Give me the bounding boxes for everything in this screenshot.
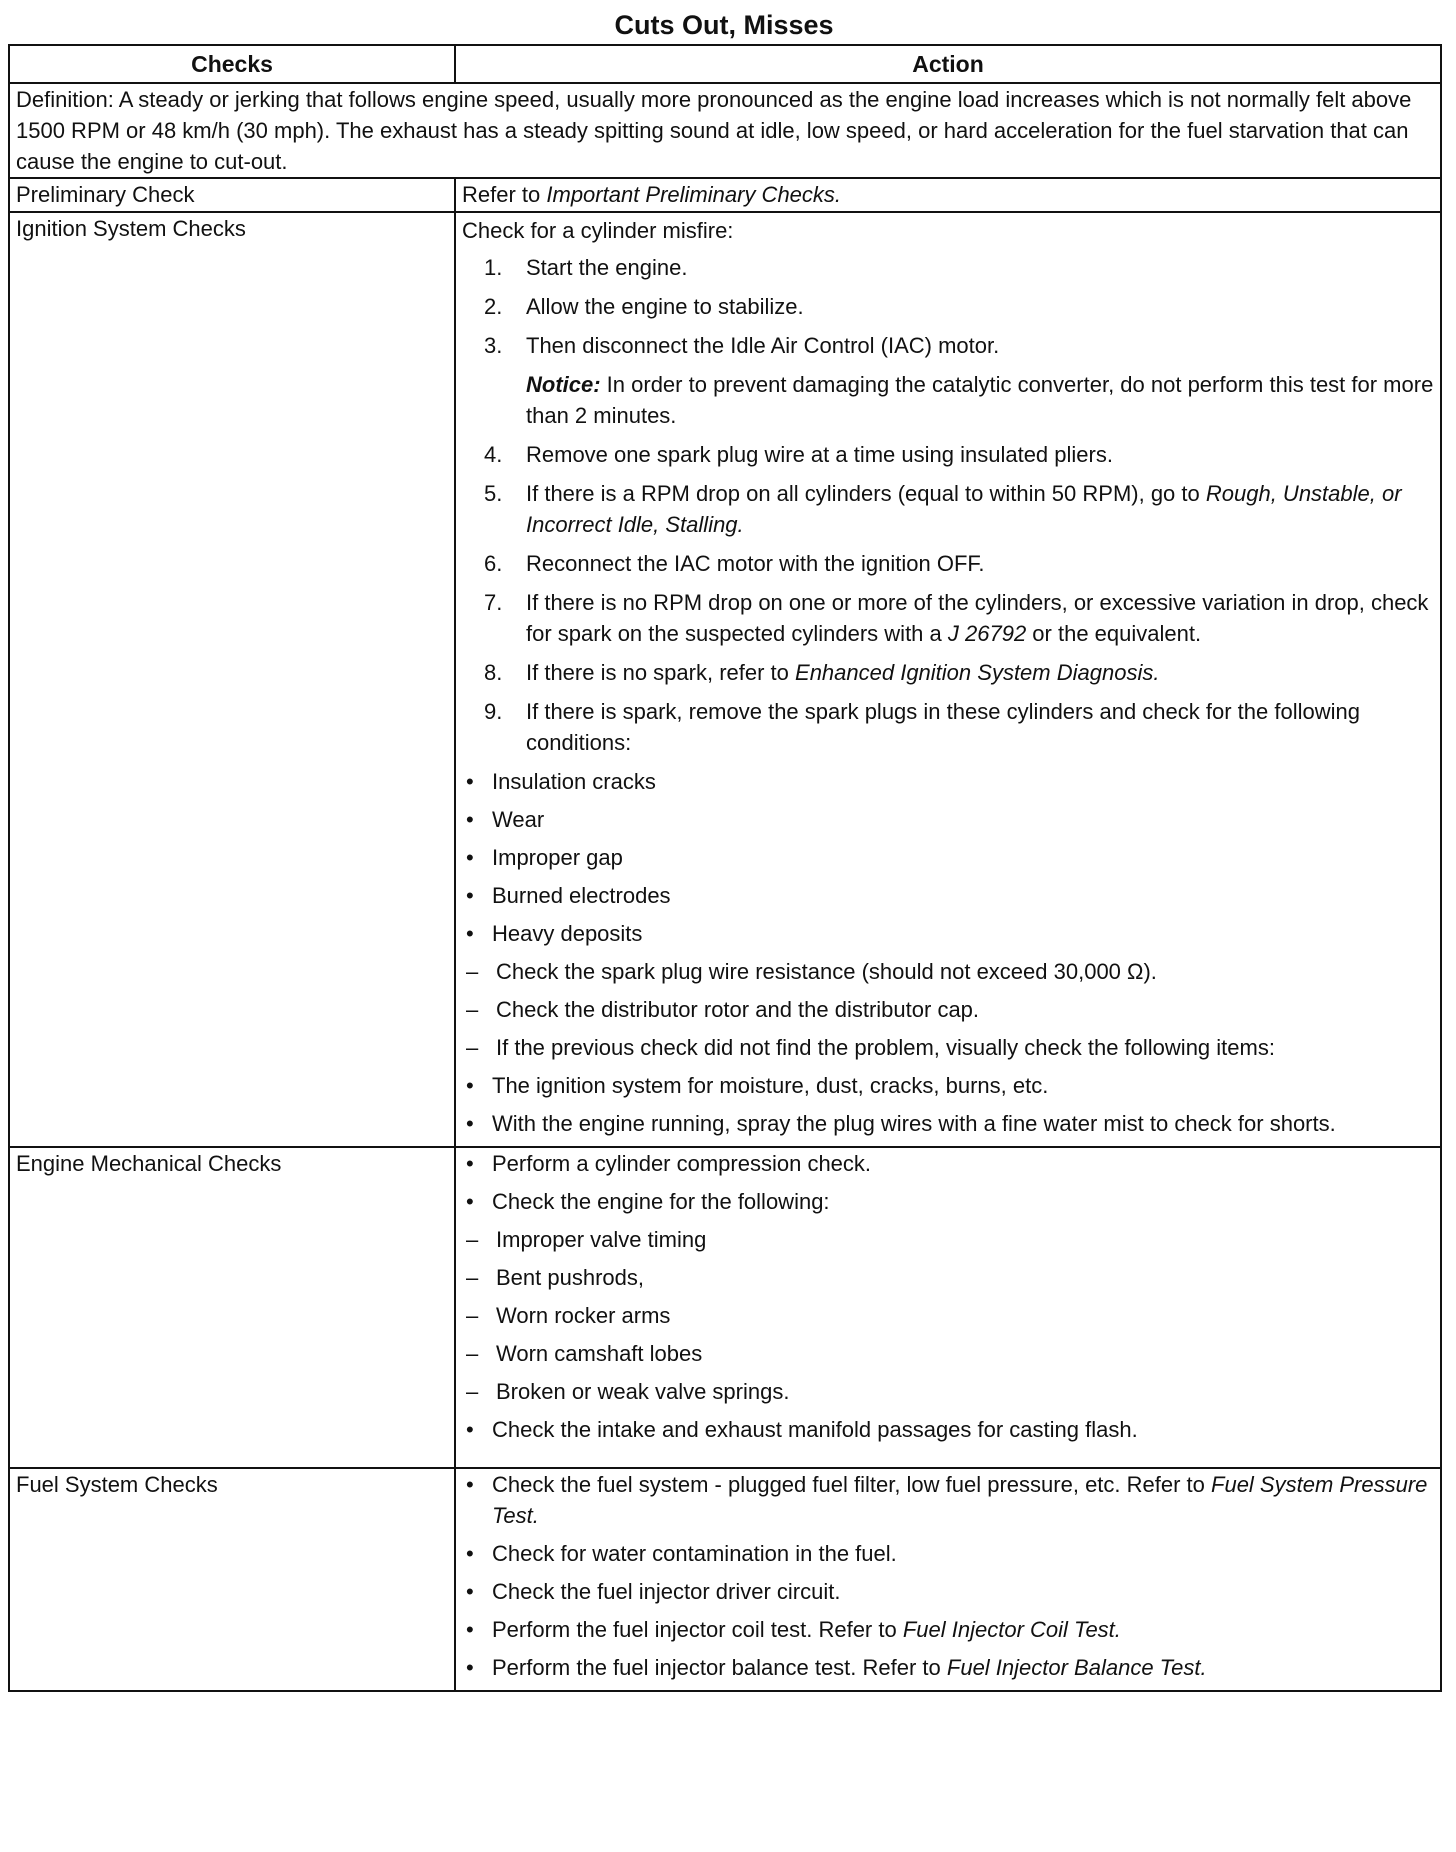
ignition-steps-continued bbox=[462, 439, 1434, 758]
bullet-marker: • bbox=[466, 807, 474, 832]
fuel-item-text: Check for water contamination in the fuel. bbox=[492, 1541, 897, 1566]
step-text: If there is no RPM drop on one or more of the cylinders, or excessive variation in drop, check for spark on the suspected cylinders with a bbox=[526, 590, 1429, 646]
condition-text: Heavy deposits bbox=[492, 921, 643, 946]
step-text: Reconnect the IAC motor with the ignition OFF. bbox=[526, 551, 985, 576]
checks-column-header: Checks bbox=[9, 45, 455, 83]
step-number: 6. bbox=[484, 551, 503, 576]
step-text: Allow the engine to stabilize. bbox=[526, 294, 804, 319]
table-row-ignition bbox=[9, 212, 1441, 1147]
preliminary-action-ref: Important Preliminary Checks. bbox=[546, 182, 842, 207]
bullet-marker: • bbox=[466, 1073, 474, 1098]
list-item bbox=[462, 1032, 1434, 1063]
dash-marker: – bbox=[466, 997, 479, 1022]
list-item bbox=[462, 696, 1434, 758]
condition-text: Burned electrodes bbox=[492, 883, 671, 908]
list-item bbox=[462, 1186, 1434, 1217]
engine-items bbox=[462, 1148, 1434, 1217]
list-item bbox=[462, 804, 1434, 835]
engine-item-text: Perform a cylinder compression check. bbox=[492, 1151, 872, 1176]
list-item bbox=[462, 657, 1434, 688]
step-number: 8. bbox=[484, 660, 503, 685]
notice-label: Notice: bbox=[526, 372, 601, 397]
bullet-marker: • bbox=[466, 1655, 474, 1680]
list-item bbox=[462, 439, 1434, 470]
step-text: Then disconnect the Idle Air Control (IAC) motor. bbox=[526, 333, 1000, 358]
step-text: Start the engine. bbox=[526, 255, 688, 280]
fuel-item-text: Check the fuel system - plugged fuel filter, low fuel pressure, etc. Refer to bbox=[492, 1472, 1212, 1497]
table-header-row bbox=[9, 45, 1441, 83]
engine-sub-item-text: Improper valve timing bbox=[496, 1227, 707, 1252]
fuel-item-reference: Fuel System Pressure Test. bbox=[492, 1472, 1428, 1528]
step-number: 2. bbox=[484, 294, 503, 319]
step-reference: Enhanced Ignition System Diagnosis. bbox=[795, 660, 1160, 685]
bullet-marker: • bbox=[466, 1151, 474, 1176]
bullet-marker: • bbox=[466, 845, 474, 870]
step-number: 3. bbox=[484, 333, 503, 358]
list-item bbox=[462, 252, 1434, 283]
fuel-items bbox=[462, 1469, 1434, 1683]
table-row-preliminary bbox=[9, 178, 1441, 212]
step-reference: J 26792 bbox=[947, 621, 1027, 646]
bullet-marker: • bbox=[466, 883, 474, 908]
list-item bbox=[462, 548, 1434, 579]
step-text: If there is no spark, refer to bbox=[526, 660, 796, 685]
list-item bbox=[462, 1108, 1434, 1139]
step-text-after: or the equivalent. bbox=[1026, 621, 1202, 646]
notice-block bbox=[462, 369, 1434, 431]
bullet-marker: • bbox=[466, 921, 474, 946]
sub-check-text: If the previous check did not find the problem, visually check the following items: bbox=[496, 1035, 1275, 1060]
ignition-check-action bbox=[455, 212, 1441, 1147]
list-item bbox=[462, 1148, 1434, 1179]
bullet-marker: • bbox=[466, 1111, 474, 1136]
condition-text: Improper gap bbox=[492, 845, 623, 870]
page-title: Cuts Out, Misses bbox=[614, 10, 834, 40]
engine-sub-items bbox=[462, 1224, 1434, 1407]
preliminary-check-label: Preliminary Check bbox=[9, 178, 455, 212]
ignition-final-items bbox=[462, 1070, 1434, 1139]
list-item bbox=[462, 478, 1434, 540]
bullet-marker: • bbox=[466, 1472, 474, 1497]
engine-check-label: Engine Mechanical Checks bbox=[9, 1147, 455, 1468]
step-text: If there is a RPM drop on all cylinders (equal to within 50 RPM), go to bbox=[526, 481, 1206, 506]
table-row-engine bbox=[9, 1147, 1441, 1468]
list-item bbox=[462, 587, 1434, 649]
fuel-item-reference: Fuel Injector Coil Test. bbox=[902, 1617, 1121, 1642]
final-item-text: With the engine running, spray the plug wires with a fine water mist to check for shorts. bbox=[492, 1111, 1336, 1136]
list-item bbox=[462, 1376, 1434, 1407]
dash-marker: – bbox=[466, 959, 479, 984]
action-column-header: Action bbox=[455, 45, 1441, 83]
ignition-intro: Check for a cylinder misfire: bbox=[462, 218, 734, 243]
fuel-item-text: Perform the fuel injector coil test. Refer to bbox=[492, 1617, 903, 1642]
fuel-item-text: Check the fuel injector driver circuit. bbox=[492, 1579, 841, 1604]
engine-item-text: Check the engine for the following: bbox=[492, 1189, 830, 1214]
step-number: 5. bbox=[484, 481, 503, 506]
list-item bbox=[462, 918, 1434, 949]
condition-text: Insulation cracks bbox=[492, 769, 656, 794]
step-text: If there is spark, remove the spark plugs in these cylinders and check for the following conditions: bbox=[526, 699, 1360, 755]
list-item bbox=[462, 1414, 1434, 1445]
ignition-sub-checks bbox=[462, 956, 1434, 1063]
list-item bbox=[462, 766, 1434, 797]
dash-marker: – bbox=[466, 1303, 479, 1328]
dash-marker: – bbox=[466, 1227, 479, 1252]
list-item bbox=[462, 1070, 1434, 1101]
step-text: Remove one spark plug wire at a time using insulated pliers. bbox=[526, 442, 1113, 467]
fuel-item-reference: Fuel Injector Balance Test. bbox=[946, 1655, 1207, 1680]
list-item bbox=[462, 956, 1434, 987]
step-reference: Rough, Unstable, or Incorrect Idle, Stalling. bbox=[526, 481, 1402, 537]
step-number: 9. bbox=[484, 699, 503, 724]
table-row-fuel bbox=[9, 1468, 1441, 1691]
list-item bbox=[462, 1300, 1434, 1331]
step-number: 4. bbox=[484, 442, 503, 467]
fuel-check-action bbox=[455, 1468, 1441, 1691]
step-number: 1. bbox=[484, 255, 503, 280]
dash-marker: – bbox=[466, 1379, 479, 1404]
bullet-marker: • bbox=[466, 1189, 474, 1214]
list-item bbox=[462, 842, 1434, 873]
engine-sub-item-text: Worn rocker arms bbox=[496, 1303, 671, 1328]
list-item bbox=[462, 1224, 1434, 1255]
definition-text: Definition: A steady or jerking that follows engine speed, usually more pronounced as the engine load increases which is not normally felt above 1500 RPM or 48 km/h (30 mph). The exhaust has a steady spitting sound at idle, low speed, or hard acceleration for the fuel starvation that can cause the engine to cut-out. bbox=[9, 83, 1441, 178]
dash-marker: – bbox=[466, 1265, 479, 1290]
dash-marker: – bbox=[466, 1035, 479, 1060]
step-number: 7. bbox=[484, 590, 503, 615]
engine-sub-item-text: Broken or weak valve springs. bbox=[496, 1379, 790, 1404]
fuel-item-text: Perform the fuel injector balance test. Refer to bbox=[492, 1655, 947, 1680]
spark-plug-conditions bbox=[462, 766, 1434, 949]
sub-check-text: Check the spark plug wire resistance (should not exceed 30,000 Ω). bbox=[496, 959, 1157, 984]
condition-text: Wear bbox=[492, 807, 545, 832]
engine-check-action bbox=[455, 1147, 1441, 1468]
bullet-marker: • bbox=[466, 1417, 474, 1442]
diagnosis-table bbox=[8, 44, 1442, 1692]
list-item bbox=[462, 291, 1434, 322]
preliminary-action-prefix: Refer to bbox=[462, 182, 547, 207]
definition-row bbox=[9, 83, 1441, 178]
fuel-check-label: Fuel System Checks bbox=[9, 1468, 455, 1691]
list-item bbox=[462, 1469, 1434, 1531]
list-item bbox=[462, 1614, 1434, 1645]
notice-text: In order to prevent damaging the catalytic converter, do not perform this test for more than 2 minutes. bbox=[526, 372, 1434, 428]
bullet-marker: • bbox=[466, 1541, 474, 1566]
engine-sub-item-text: Worn camshaft lobes bbox=[496, 1341, 703, 1366]
list-item bbox=[462, 1652, 1434, 1683]
ignition-steps bbox=[462, 252, 1434, 361]
engine-sub-item-text: Bent pushrods, bbox=[496, 1265, 644, 1290]
document-page bbox=[8, 0, 1440, 1692]
final-item-text: The ignition system for moisture, dust, cracks, burns, etc. bbox=[492, 1073, 1049, 1098]
bullet-marker: • bbox=[466, 1579, 474, 1604]
bullet-marker: • bbox=[466, 769, 474, 794]
dash-marker: – bbox=[466, 1341, 479, 1366]
list-item bbox=[462, 330, 1434, 361]
list-item bbox=[462, 1576, 1434, 1607]
engine-item-text: Check the intake and exhaust manifold passages for casting flash. bbox=[492, 1417, 1138, 1442]
list-item bbox=[462, 880, 1434, 911]
preliminary-check-action bbox=[455, 178, 1441, 212]
ignition-check-label: Ignition System Checks bbox=[9, 212, 455, 1147]
list-item bbox=[462, 1538, 1434, 1569]
list-item bbox=[462, 994, 1434, 1025]
list-item bbox=[462, 1262, 1434, 1293]
sub-check-text: Check the distributor rotor and the distributor cap. bbox=[496, 997, 980, 1022]
engine-items-final bbox=[462, 1414, 1434, 1445]
list-item bbox=[462, 1338, 1434, 1369]
bullet-marker: • bbox=[466, 1617, 474, 1642]
